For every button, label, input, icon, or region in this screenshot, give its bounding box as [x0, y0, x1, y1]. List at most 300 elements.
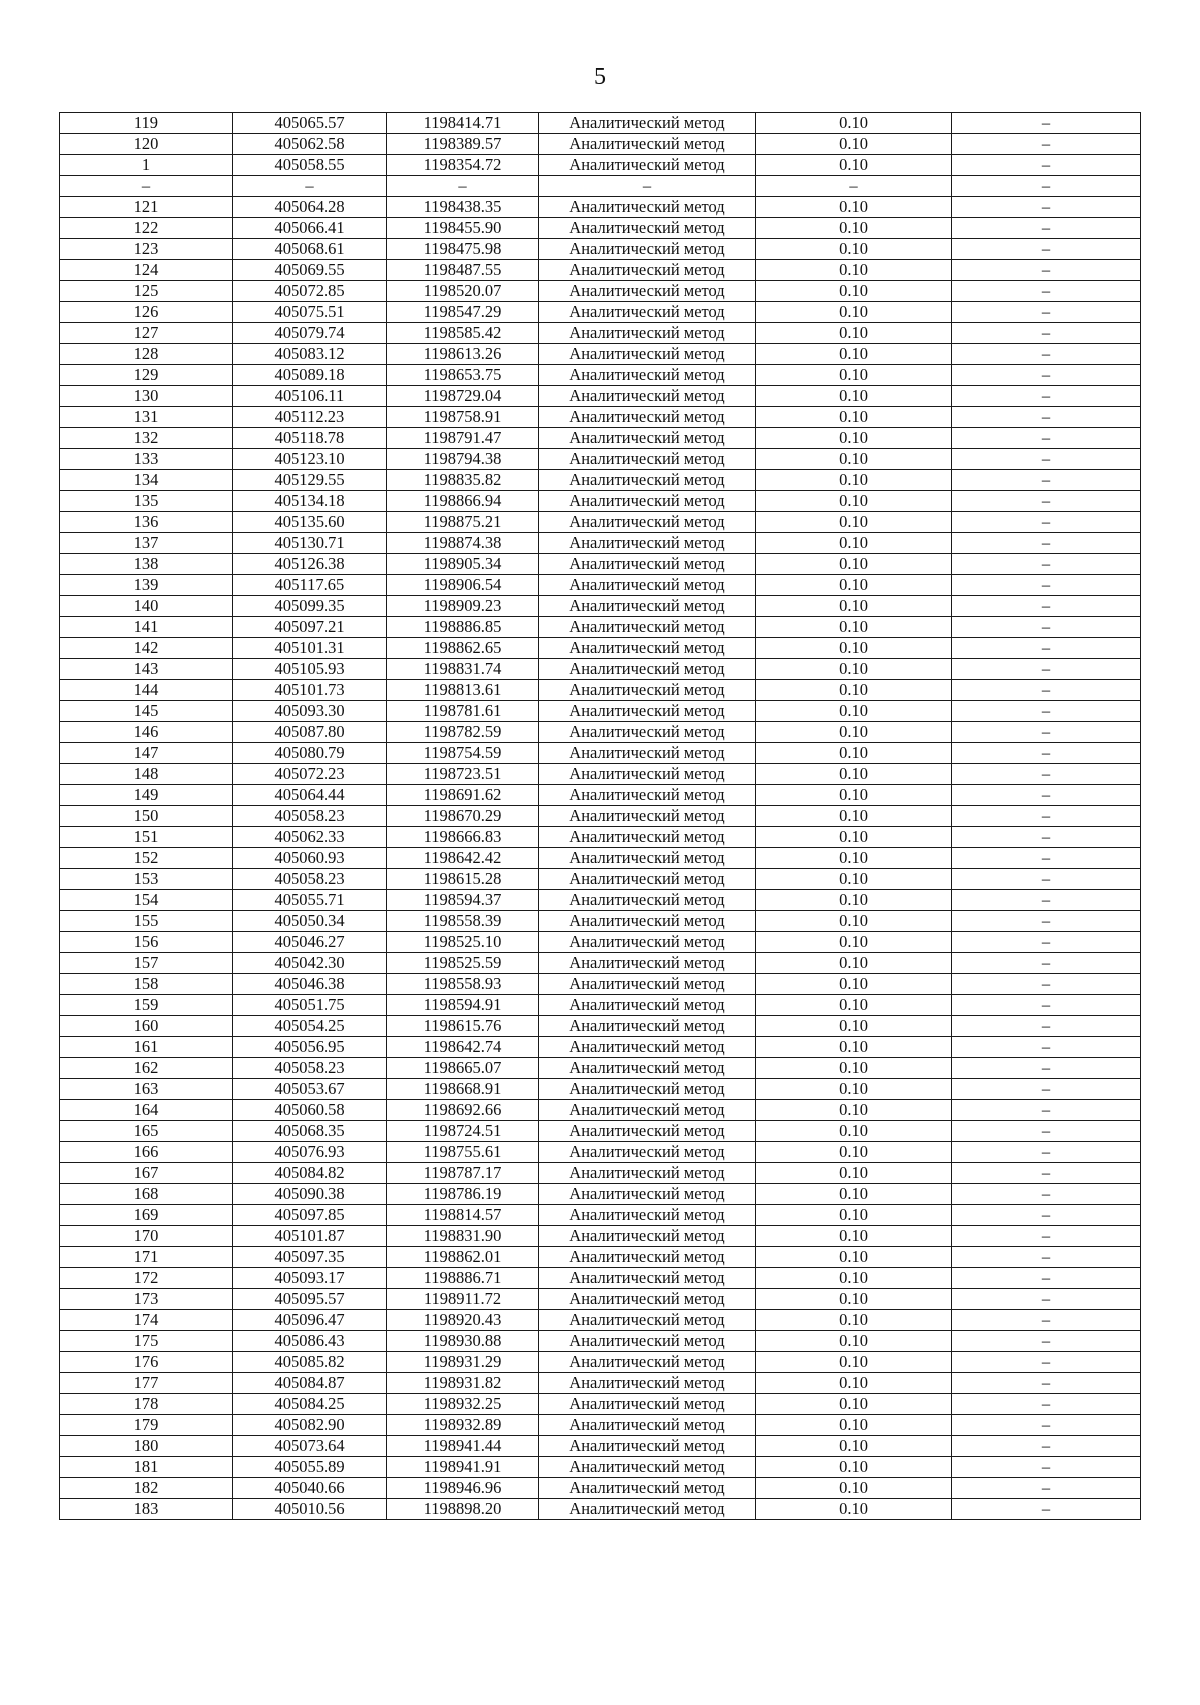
- method-cell: Аналитический метод: [539, 512, 756, 533]
- accuracy-cell: 0.10: [756, 512, 952, 533]
- x-coordinate-cell: 405060.58: [233, 1100, 387, 1121]
- description-cell: –: [952, 1247, 1141, 1268]
- y-coordinate-cell: 1198668.91: [387, 1079, 539, 1100]
- y-coordinate-cell: 1198615.76: [387, 1016, 539, 1037]
- description-cell: –: [952, 743, 1141, 764]
- table-row: [60, 1016, 1141, 1037]
- y-coordinate-cell: 1198692.66: [387, 1100, 539, 1121]
- method-cell: Аналитический метод: [539, 575, 756, 596]
- accuracy-cell: 0.10: [756, 659, 952, 680]
- method-cell: Аналитический метод: [539, 533, 756, 554]
- method-cell: Аналитический метод: [539, 113, 756, 134]
- y-coordinate-cell: 1198782.59: [387, 722, 539, 743]
- x-coordinate-cell: 405095.57: [233, 1289, 387, 1310]
- x-coordinate-cell: 405087.80: [233, 722, 387, 743]
- description-cell: –: [952, 1352, 1141, 1373]
- y-coordinate-cell: 1198754.59: [387, 743, 539, 764]
- x-coordinate-cell: 405058.23: [233, 869, 387, 890]
- method-cell: Аналитический метод: [539, 1268, 756, 1289]
- description-cell: –: [952, 554, 1141, 575]
- point-number-cell: 127: [60, 323, 233, 344]
- accuracy-cell: 0.10: [756, 428, 952, 449]
- table-row: [60, 1121, 1141, 1142]
- x-coordinate-cell: 405042.30: [233, 953, 387, 974]
- point-number-cell: 172: [60, 1268, 233, 1289]
- table-row: [60, 155, 1141, 176]
- accuracy-cell: 0.10: [756, 1394, 952, 1415]
- accuracy-cell: 0.10: [756, 1289, 952, 1310]
- description-cell: –: [952, 1478, 1141, 1499]
- x-coordinate-cell: 405082.90: [233, 1415, 387, 1436]
- accuracy-cell: 0.10: [756, 806, 952, 827]
- description-cell: –: [952, 827, 1141, 848]
- accuracy-cell: 0.10: [756, 407, 952, 428]
- accuracy-cell: 0.10: [756, 1478, 952, 1499]
- accuracy-cell: 0.10: [756, 1247, 952, 1268]
- accuracy-cell: 0.10: [756, 722, 952, 743]
- table-row: [60, 1100, 1141, 1121]
- description-cell: –: [952, 1499, 1141, 1520]
- table-row: [60, 1079, 1141, 1100]
- table-row: [60, 1205, 1141, 1226]
- accuracy-cell: 0.10: [756, 1184, 952, 1205]
- point-number-cell: 164: [60, 1100, 233, 1121]
- x-coordinate-cell: 405040.66: [233, 1478, 387, 1499]
- point-number-cell: 137: [60, 533, 233, 554]
- y-coordinate-cell: 1198831.74: [387, 659, 539, 680]
- point-number-cell: 171: [60, 1247, 233, 1268]
- description-cell: –: [952, 722, 1141, 743]
- y-coordinate-cell: 1198814.57: [387, 1205, 539, 1226]
- method-cell: Аналитический метод: [539, 722, 756, 743]
- description-cell: –: [952, 491, 1141, 512]
- description-cell: –: [952, 1163, 1141, 1184]
- table-row: [60, 302, 1141, 323]
- x-coordinate-cell: 405105.93: [233, 659, 387, 680]
- accuracy-cell: 0.10: [756, 680, 952, 701]
- table-row: [60, 218, 1141, 239]
- y-coordinate-cell: 1198758.91: [387, 407, 539, 428]
- method-cell: Аналитический метод: [539, 1499, 756, 1520]
- x-coordinate-cell: 405076.93: [233, 1142, 387, 1163]
- description-cell: –: [952, 1373, 1141, 1394]
- x-coordinate-cell: 405046.27: [233, 932, 387, 953]
- y-coordinate-cell: 1198389.57: [387, 134, 539, 155]
- accuracy-cell: 0.10: [756, 953, 952, 974]
- description-cell: –: [952, 260, 1141, 281]
- x-coordinate-cell: 405099.35: [233, 596, 387, 617]
- point-number-cell: 176: [60, 1352, 233, 1373]
- accuracy-cell: 0.10: [756, 134, 952, 155]
- description-cell: –: [952, 1142, 1141, 1163]
- description-cell: –: [952, 113, 1141, 134]
- method-cell: Аналитический метод: [539, 1310, 756, 1331]
- accuracy-cell: 0.10: [756, 1499, 952, 1520]
- table-row: [60, 1226, 1141, 1247]
- table-row: [60, 911, 1141, 932]
- method-cell: Аналитический метод: [539, 134, 756, 155]
- point-number-cell: 178: [60, 1394, 233, 1415]
- y-coordinate-cell: 1198594.91: [387, 995, 539, 1016]
- method-cell: Аналитический метод: [539, 1373, 756, 1394]
- y-coordinate-cell: 1198438.35: [387, 197, 539, 218]
- accuracy-cell: 0.10: [756, 1121, 952, 1142]
- accuracy-cell: 0.10: [756, 1352, 952, 1373]
- description-cell: –: [952, 932, 1141, 953]
- accuracy-cell: 0.10: [756, 1415, 952, 1436]
- description-cell: –: [952, 239, 1141, 260]
- point-number-cell: 151: [60, 827, 233, 848]
- accuracy-cell: 0.10: [756, 995, 952, 1016]
- description-cell: –: [952, 848, 1141, 869]
- y-coordinate-cell: 1198642.42: [387, 848, 539, 869]
- y-coordinate-cell: 1198691.62: [387, 785, 539, 806]
- y-coordinate-cell: 1198558.93: [387, 974, 539, 995]
- table-row: [60, 827, 1141, 848]
- point-number-cell: 124: [60, 260, 233, 281]
- table-row: [60, 260, 1141, 281]
- table-row: [60, 554, 1141, 575]
- accuracy-cell: 0.10: [756, 596, 952, 617]
- y-coordinate-cell: 1198755.61: [387, 1142, 539, 1163]
- description-cell: –: [952, 407, 1141, 428]
- point-number-cell: 157: [60, 953, 233, 974]
- y-coordinate-cell: 1198520.07: [387, 281, 539, 302]
- y-coordinate-cell: 1198613.26: [387, 344, 539, 365]
- description-cell: –: [952, 890, 1141, 911]
- description-cell: –: [952, 953, 1141, 974]
- table-row: [60, 617, 1141, 638]
- x-coordinate-cell: 405112.23: [233, 407, 387, 428]
- point-number-cell: 153: [60, 869, 233, 890]
- accuracy-cell: 0.10: [756, 449, 952, 470]
- y-coordinate-cell: 1198585.42: [387, 323, 539, 344]
- table-row: [60, 575, 1141, 596]
- x-coordinate-cell: 405085.82: [233, 1352, 387, 1373]
- x-coordinate-cell: 405089.18: [233, 365, 387, 386]
- method-cell: Аналитический метод: [539, 1415, 756, 1436]
- description-cell: –: [952, 281, 1141, 302]
- method-cell: Аналитический метод: [539, 806, 756, 827]
- accuracy-cell: 0.10: [756, 554, 952, 575]
- description-cell: –: [952, 869, 1141, 890]
- description-cell: –: [952, 1058, 1141, 1079]
- table-row: [60, 512, 1141, 533]
- description-cell: –: [952, 1016, 1141, 1037]
- method-cell: Аналитический метод: [539, 596, 756, 617]
- point-number-cell: 170: [60, 1226, 233, 1247]
- y-coordinate-cell: 1198931.82: [387, 1373, 539, 1394]
- point-number-cell: 126: [60, 302, 233, 323]
- table-row: [60, 1037, 1141, 1058]
- method-cell: Аналитический метод: [539, 1352, 756, 1373]
- description-cell: –: [952, 344, 1141, 365]
- x-coordinate-cell: 405123.10: [233, 449, 387, 470]
- accuracy-cell: 0.10: [756, 1037, 952, 1058]
- y-coordinate-cell: 1198786.19: [387, 1184, 539, 1205]
- point-number-cell: 150: [60, 806, 233, 827]
- table-row: [60, 1184, 1141, 1205]
- x-coordinate-cell: 405079.74: [233, 323, 387, 344]
- point-number-cell: 120: [60, 134, 233, 155]
- accuracy-cell: 0.10: [756, 638, 952, 659]
- table-row: [60, 680, 1141, 701]
- description-cell: –: [952, 617, 1141, 638]
- table-row: [60, 491, 1141, 512]
- description-cell: –: [952, 596, 1141, 617]
- x-coordinate-cell: 405068.61: [233, 239, 387, 260]
- x-coordinate-cell: 405062.33: [233, 827, 387, 848]
- accuracy-cell: 0.10: [756, 491, 952, 512]
- y-coordinate-cell: 1198455.90: [387, 218, 539, 239]
- y-coordinate-cell: 1198354.72: [387, 155, 539, 176]
- y-coordinate-cell: 1198932.25: [387, 1394, 539, 1415]
- accuracy-cell: 0.10: [756, 155, 952, 176]
- description-cell: –: [952, 995, 1141, 1016]
- point-number-cell: 121: [60, 197, 233, 218]
- point-number-cell: –: [60, 176, 233, 197]
- x-coordinate-cell: 405058.23: [233, 1058, 387, 1079]
- x-coordinate-cell: 405084.82: [233, 1163, 387, 1184]
- table-row: [60, 848, 1141, 869]
- point-number-cell: 138: [60, 554, 233, 575]
- x-coordinate-cell: 405097.21: [233, 617, 387, 638]
- table-row: [60, 1289, 1141, 1310]
- description-cell: –: [952, 659, 1141, 680]
- accuracy-cell: 0.10: [756, 974, 952, 995]
- description-cell: –: [952, 1079, 1141, 1100]
- accuracy-cell: –: [756, 176, 952, 197]
- x-coordinate-cell: 405086.43: [233, 1331, 387, 1352]
- x-coordinate-cell: 405075.51: [233, 302, 387, 323]
- accuracy-cell: 0.10: [756, 701, 952, 722]
- point-number-cell: 131: [60, 407, 233, 428]
- point-number-cell: 148: [60, 764, 233, 785]
- x-coordinate-cell: 405083.12: [233, 344, 387, 365]
- table-row: [60, 995, 1141, 1016]
- table-row: [60, 428, 1141, 449]
- table-row: [60, 1058, 1141, 1079]
- x-coordinate-cell: 405055.71: [233, 890, 387, 911]
- point-number-cell: 145: [60, 701, 233, 722]
- method-cell: Аналитический метод: [539, 680, 756, 701]
- point-number-cell: 161: [60, 1037, 233, 1058]
- description-cell: –: [952, 365, 1141, 386]
- method-cell: Аналитический метод: [539, 974, 756, 995]
- x-coordinate-cell: 405056.95: [233, 1037, 387, 1058]
- method-cell: Аналитический метод: [539, 995, 756, 1016]
- description-cell: –: [952, 1268, 1141, 1289]
- method-cell: Аналитический метод: [539, 1289, 756, 1310]
- table-row: [60, 785, 1141, 806]
- accuracy-cell: 0.10: [756, 743, 952, 764]
- table-row: [60, 197, 1141, 218]
- accuracy-cell: 0.10: [756, 1163, 952, 1184]
- method-cell: Аналитический метод: [539, 848, 756, 869]
- x-coordinate-cell: 405101.31: [233, 638, 387, 659]
- point-number-cell: 177: [60, 1373, 233, 1394]
- x-coordinate-cell: 405046.38: [233, 974, 387, 995]
- x-coordinate-cell: 405050.34: [233, 911, 387, 932]
- description-cell: –: [952, 575, 1141, 596]
- description-cell: –: [952, 1205, 1141, 1226]
- x-coordinate-cell: 405058.55: [233, 155, 387, 176]
- x-coordinate-cell: 405090.38: [233, 1184, 387, 1205]
- x-coordinate-cell: 405101.73: [233, 680, 387, 701]
- table-row: [60, 869, 1141, 890]
- accuracy-cell: 0.10: [756, 932, 952, 953]
- description-cell: –: [952, 1415, 1141, 1436]
- table-row: [60, 1373, 1141, 1394]
- method-cell: Аналитический метод: [539, 302, 756, 323]
- point-number-cell: 134: [60, 470, 233, 491]
- accuracy-cell: 0.10: [756, 470, 952, 491]
- y-coordinate-cell: 1198930.88: [387, 1331, 539, 1352]
- method-cell: Аналитический метод: [539, 323, 756, 344]
- accuracy-cell: 0.10: [756, 1079, 952, 1100]
- x-coordinate-cell: –: [233, 176, 387, 197]
- y-coordinate-cell: 1198475.98: [387, 239, 539, 260]
- method-cell: Аналитический метод: [539, 1331, 756, 1352]
- y-coordinate-cell: 1198886.71: [387, 1268, 539, 1289]
- table-row: [60, 1415, 1141, 1436]
- table-row: [60, 239, 1141, 260]
- accuracy-cell: 0.10: [756, 1331, 952, 1352]
- point-number-cell: 169: [60, 1205, 233, 1226]
- accuracy-cell: 0.10: [756, 386, 952, 407]
- accuracy-cell: 0.10: [756, 848, 952, 869]
- x-coordinate-cell: 405064.44: [233, 785, 387, 806]
- method-cell: Аналитический метод: [539, 932, 756, 953]
- method-cell: Аналитический метод: [539, 407, 756, 428]
- description-cell: –: [952, 1184, 1141, 1205]
- method-cell: Аналитический метод: [539, 428, 756, 449]
- accuracy-cell: 0.10: [756, 1142, 952, 1163]
- description-cell: –: [952, 302, 1141, 323]
- table-row: [60, 449, 1141, 470]
- table-row: [60, 1352, 1141, 1373]
- x-coordinate-cell: 405134.18: [233, 491, 387, 512]
- table-row: [60, 1394, 1141, 1415]
- accuracy-cell: 0.10: [756, 218, 952, 239]
- y-coordinate-cell: 1198781.61: [387, 701, 539, 722]
- description-cell: –: [952, 428, 1141, 449]
- point-number-cell: 173: [60, 1289, 233, 1310]
- y-coordinate-cell: 1198920.43: [387, 1310, 539, 1331]
- point-number-cell: 155: [60, 911, 233, 932]
- method-cell: Аналитический метод: [539, 617, 756, 638]
- method-cell: Аналитический метод: [539, 659, 756, 680]
- method-cell: Аналитический метод: [539, 1184, 756, 1205]
- table-row: [60, 1478, 1141, 1499]
- accuracy-cell: 0.10: [756, 533, 952, 554]
- point-number-cell: 156: [60, 932, 233, 953]
- x-coordinate-cell: 405055.89: [233, 1457, 387, 1478]
- description-cell: –: [952, 764, 1141, 785]
- description-cell: –: [952, 701, 1141, 722]
- point-number-cell: 140: [60, 596, 233, 617]
- y-coordinate-cell: 1198729.04: [387, 386, 539, 407]
- point-number-cell: 168: [60, 1184, 233, 1205]
- accuracy-cell: 0.10: [756, 239, 952, 260]
- description-cell: –: [952, 1289, 1141, 1310]
- point-number-cell: 154: [60, 890, 233, 911]
- accuracy-cell: 0.10: [756, 1310, 952, 1331]
- y-coordinate-cell: 1198941.91: [387, 1457, 539, 1478]
- description-cell: –: [952, 449, 1141, 470]
- method-cell: Аналитический метод: [539, 1478, 756, 1499]
- y-coordinate-cell: 1198932.89: [387, 1415, 539, 1436]
- x-coordinate-cell: 405051.75: [233, 995, 387, 1016]
- method-cell: Аналитический метод: [539, 953, 756, 974]
- method-cell: Аналитический метод: [539, 869, 756, 890]
- table-row: [60, 113, 1141, 134]
- description-cell: –: [952, 1331, 1141, 1352]
- point-number-cell: 135: [60, 491, 233, 512]
- x-coordinate-cell: 405010.56: [233, 1499, 387, 1520]
- x-coordinate-cell: 405084.87: [233, 1373, 387, 1394]
- point-number-cell: 143: [60, 659, 233, 680]
- table-row: [60, 470, 1141, 491]
- y-coordinate-cell: 1198862.65: [387, 638, 539, 659]
- method-cell: Аналитический метод: [539, 218, 756, 239]
- y-coordinate-cell: 1198666.83: [387, 827, 539, 848]
- accuracy-cell: 0.10: [756, 827, 952, 848]
- table-row: [60, 974, 1141, 995]
- description-cell: –: [952, 1037, 1141, 1058]
- accuracy-cell: 0.10: [756, 1436, 952, 1457]
- description-cell: –: [952, 1457, 1141, 1478]
- y-coordinate-cell: 1198905.34: [387, 554, 539, 575]
- table-row: [60, 659, 1141, 680]
- point-number-cell: 183: [60, 1499, 233, 1520]
- y-coordinate-cell: 1198653.75: [387, 365, 539, 386]
- method-cell: Аналитический метод: [539, 1037, 756, 1058]
- table-row: [60, 1142, 1141, 1163]
- method-cell: Аналитический метод: [539, 638, 756, 659]
- accuracy-cell: 0.10: [756, 1457, 952, 1478]
- accuracy-cell: 0.10: [756, 890, 952, 911]
- accuracy-cell: 0.10: [756, 911, 952, 932]
- accuracy-cell: 0.10: [756, 575, 952, 596]
- method-cell: Аналитический метод: [539, 1436, 756, 1457]
- method-cell: Аналитический метод: [539, 449, 756, 470]
- y-coordinate-cell: 1198886.85: [387, 617, 539, 638]
- description-cell: –: [952, 512, 1141, 533]
- table-row: [60, 638, 1141, 659]
- point-number-cell: 139: [60, 575, 233, 596]
- x-coordinate-cell: 405097.35: [233, 1247, 387, 1268]
- method-cell: Аналитический метод: [539, 785, 756, 806]
- x-coordinate-cell: 405054.25: [233, 1016, 387, 1037]
- description-cell: –: [952, 806, 1141, 827]
- y-coordinate-cell: 1198941.44: [387, 1436, 539, 1457]
- description-cell: –: [952, 134, 1141, 155]
- x-coordinate-cell: 405118.78: [233, 428, 387, 449]
- point-number-cell: 152: [60, 848, 233, 869]
- method-cell: Аналитический метод: [539, 1205, 756, 1226]
- y-coordinate-cell: 1198642.74: [387, 1037, 539, 1058]
- table-row: [60, 407, 1141, 428]
- x-coordinate-cell: 405072.85: [233, 281, 387, 302]
- x-coordinate-cell: 405058.23: [233, 806, 387, 827]
- method-cell: Аналитический метод: [539, 386, 756, 407]
- point-number-cell: 132: [60, 428, 233, 449]
- accuracy-cell: 0.10: [756, 281, 952, 302]
- x-coordinate-cell: 405069.55: [233, 260, 387, 281]
- table-row: [60, 1436, 1141, 1457]
- table-row: [60, 1331, 1141, 1352]
